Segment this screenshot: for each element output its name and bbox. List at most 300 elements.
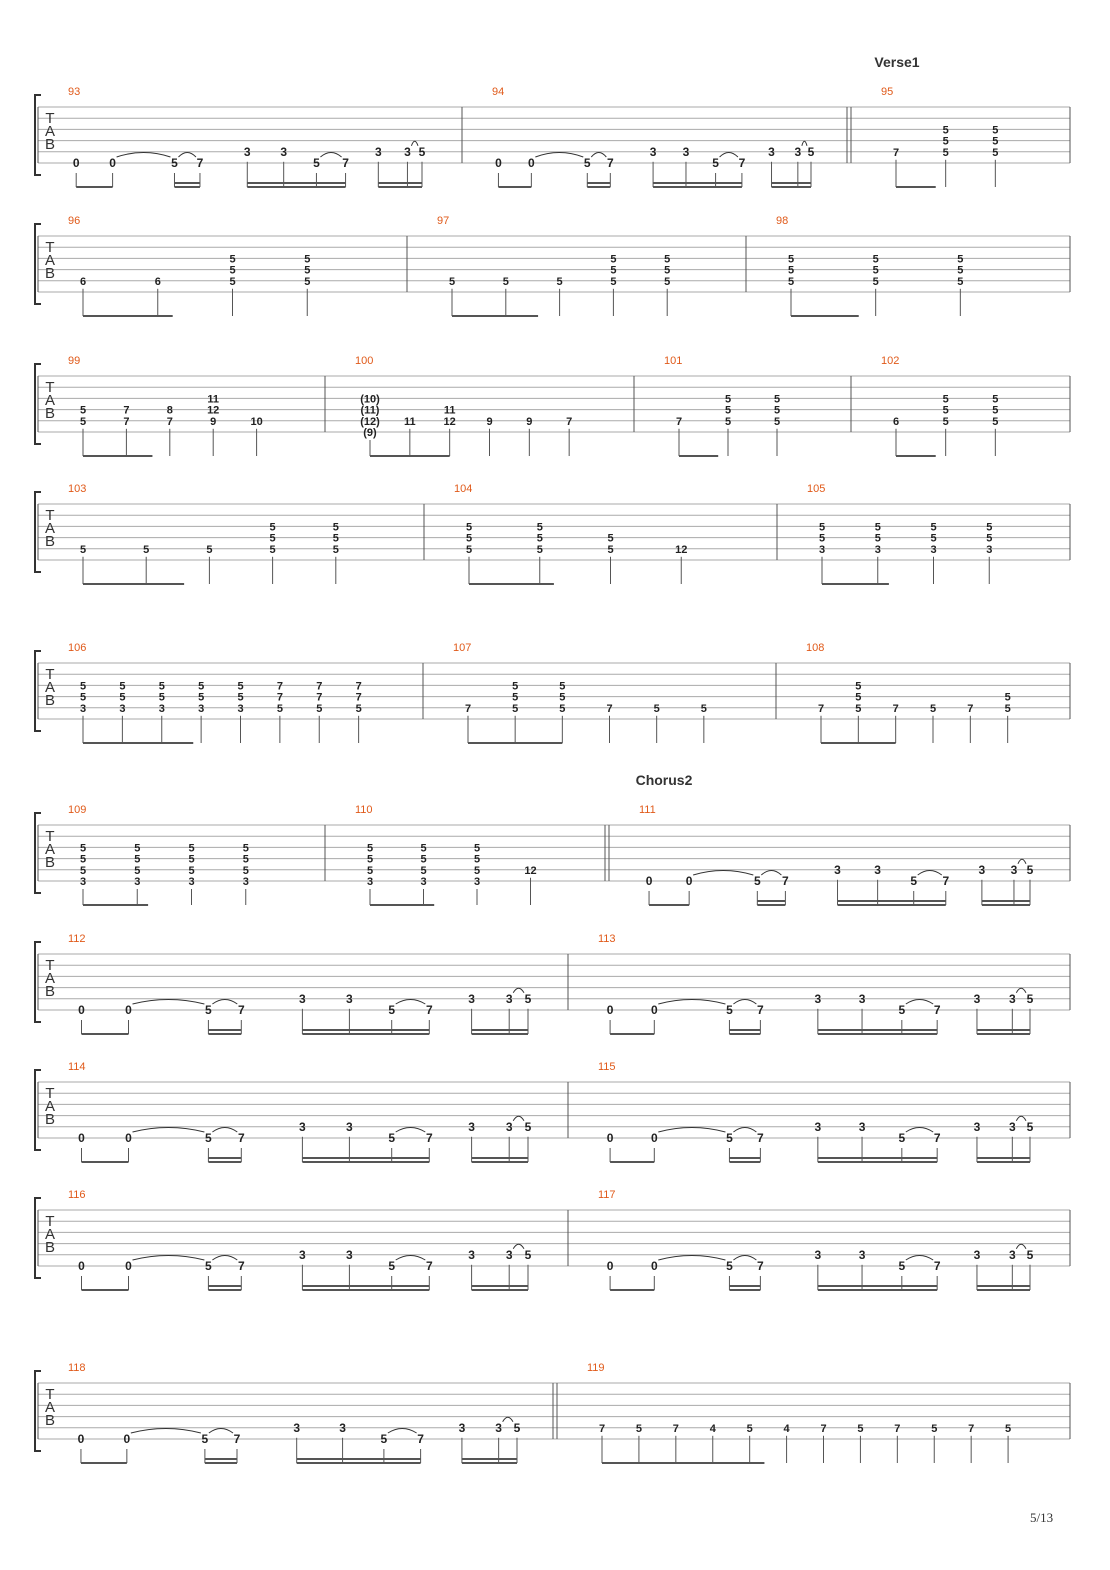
tab-clef-letter: B <box>44 983 56 1001</box>
tab-system <box>35 86 1070 187</box>
tie-arc <box>513 1116 524 1121</box>
tie-arc <box>906 1000 933 1005</box>
tab-clef-letter: T <box>45 1213 55 1231</box>
tab-fret-number: 7 <box>757 1131 764 1145</box>
tab-fret-number: 5 <box>726 1131 733 1145</box>
tab-fret-number: 5 <box>388 1259 396 1273</box>
tab-fret-number: 3 <box>930 543 937 556</box>
tab-fret-number: (11) <box>360 404 380 417</box>
tab-fret-number: 7 <box>738 156 746 170</box>
tab-fret-number: 5 <box>931 1422 938 1435</box>
tab-fret-number: 7 <box>933 1131 941 1145</box>
tab-fret-number: 5 <box>898 1003 906 1017</box>
tab-fret-number: 5 <box>79 404 87 417</box>
tab-fret-number: 3 <box>243 144 251 159</box>
tab-fret-number: 5 <box>473 842 481 855</box>
tab-clef-letter: A <box>44 1399 56 1417</box>
tab-fret-number: 3 <box>973 991 981 1006</box>
tab-system <box>35 933 1070 1034</box>
tab-fret-number: 3 <box>404 144 411 159</box>
tab-clef-letter: B <box>44 1239 56 1257</box>
tab-fret-number: 0 <box>77 1432 85 1446</box>
tab-fret-number: 5 <box>418 144 426 159</box>
tab-fret-number: 5 <box>366 853 374 866</box>
tab-fret-number: 5 <box>229 253 236 266</box>
tab-fret-number: 5 <box>1026 1119 1034 1134</box>
tab-fret-number: 5 <box>512 680 519 693</box>
tab-fret-number: 0 <box>685 874 693 888</box>
tab-fret-number: 7 <box>782 874 789 888</box>
tab-fret-number: 7 <box>464 702 472 715</box>
tab-clef-letter: B <box>44 1412 56 1430</box>
tab-fret-number: 5 <box>158 680 165 693</box>
tab-fret-number: 3 <box>374 144 382 159</box>
measure-number: 104 <box>454 483 473 495</box>
tab-fret-number: 5 <box>874 532 881 545</box>
tab-fret-number: 9 <box>210 415 217 428</box>
tab-fret-number: 5 <box>818 521 826 534</box>
tab-fret-number: 5 <box>610 264 617 277</box>
tab-fret-number: 5 <box>957 253 964 266</box>
measure-number: 107 <box>453 642 472 654</box>
tie-arc <box>178 153 195 158</box>
tab-fret-number: 5 <box>79 842 87 855</box>
tab-fret-number: 0 <box>123 1432 131 1446</box>
tab-fret-number: 7 <box>237 1131 245 1145</box>
tab-fret-number: 3 <box>768 144 775 159</box>
tab-fret-number: 3 <box>505 1119 513 1134</box>
tab-fret-number: 5 <box>420 853 427 866</box>
measure-number: 118 <box>68 1362 86 1374</box>
tab-fret-number: 3 <box>858 1119 866 1134</box>
tab-fret-number: 5 <box>992 135 999 148</box>
tab-fret-number: 7 <box>425 1131 433 1145</box>
tab-fret-number: 5 <box>502 275 509 288</box>
tab-clef-letter: B <box>44 405 56 423</box>
tab-clef-letter: T <box>45 957 55 975</box>
tab-fret-number: 5 <box>872 253 879 266</box>
tie-arc <box>693 871 753 876</box>
measure-number: 97 <box>437 215 450 227</box>
tab-fret-number: 5 <box>473 864 481 877</box>
tab-fret-number: 0 <box>125 1259 132 1273</box>
tab-fret-number: 7 <box>933 1259 941 1273</box>
tab-fret-number: 5 <box>188 864 195 877</box>
tab-fret-number: 5 <box>524 1247 532 1262</box>
tie-arc <box>209 1429 233 1434</box>
tab-fret-number: 5 <box>942 146 949 159</box>
measure-number: 115 <box>598 1061 616 1073</box>
tie-arc <box>411 141 418 146</box>
tab-fret-number: 5 <box>536 532 543 545</box>
tab-clef-letter: A <box>44 841 56 859</box>
tab-fret-number: 5 <box>607 532 614 545</box>
tab-fret-number: 5 <box>942 135 949 148</box>
tab-fret-number: 7 <box>316 691 323 704</box>
tab-fret-number: 7 <box>123 404 130 417</box>
tab-clef-letter: A <box>44 1098 56 1116</box>
tab-fret-number: 7 <box>817 702 825 715</box>
tab-fret-number: 3 <box>834 862 841 877</box>
tab-fret-number: 9 <box>486 415 493 428</box>
tab-fret-number: 12 <box>675 543 688 556</box>
tab-clef-letter: B <box>44 265 56 283</box>
tab-fret-number: 3 <box>299 1119 306 1134</box>
tab-fret-number: 5 <box>79 691 87 704</box>
tie-arc <box>658 1128 725 1133</box>
tab-fret-number: 7 <box>672 1422 679 1435</box>
tie-arc <box>1018 859 1026 864</box>
tab-fret-number: 5 <box>79 680 87 693</box>
tab-fret-number: 5 <box>513 1420 521 1435</box>
tab-fret-number: 0 <box>650 1259 658 1273</box>
tab-fret-number: 7 <box>968 1422 975 1435</box>
tie-arc <box>212 1256 237 1261</box>
tab-fret-number: 3 <box>649 144 657 159</box>
tab-fret-number: 5 <box>724 404 732 417</box>
measure-number: 100 <box>355 355 374 367</box>
tab-fret-number: 5 <box>276 702 283 715</box>
tab-clef-letter: A <box>44 123 56 141</box>
tab-fret-number: 5 <box>465 543 473 556</box>
tie-arc <box>802 141 807 146</box>
tab-fret-number: 5 <box>229 275 236 288</box>
tab-fret-number: 5 <box>134 853 141 866</box>
tab-fret-number: 5 <box>855 680 862 693</box>
tab-fret-number: 5 <box>957 275 964 288</box>
tab-fret-number: 11 <box>443 404 456 417</box>
tab-fret-number: 3 <box>339 1420 346 1435</box>
tab-fret-number: 5 <box>524 991 532 1006</box>
measure-number: 95 <box>881 86 894 98</box>
tab-fret-number: 5 <box>942 124 949 137</box>
tie-arc <box>535 153 583 158</box>
tab-fret-number: 5 <box>304 253 311 266</box>
tab-fret-number: 5 <box>559 680 566 693</box>
tab-fret-number: 11 <box>404 415 416 428</box>
tab-fret-number: 5 <box>242 842 249 855</box>
tab-fret-number: 5 <box>304 264 311 277</box>
tab-fret-number: 7 <box>566 415 573 428</box>
tie-arc <box>591 153 606 158</box>
tie-arc <box>513 988 524 993</box>
tab-fret-number: 5 <box>787 253 795 266</box>
tab-fret-number: 6 <box>154 275 161 288</box>
tab-fret-number: 5 <box>1026 862 1034 877</box>
measure-number: 102 <box>881 355 900 367</box>
tab-fret-number: 5 <box>188 842 195 855</box>
tab-fret-number: 7 <box>942 874 950 888</box>
tab-fret-number: 5 <box>304 275 311 288</box>
measure-number: 98 <box>776 215 789 227</box>
tab-system <box>35 355 1070 456</box>
tab-fret-number: 3 <box>1008 1247 1016 1262</box>
tab-fret-number: 3 <box>874 862 881 877</box>
tie-arc <box>918 871 942 876</box>
tab-fret-number: 5 <box>134 864 141 877</box>
tab-fret-number: 5 <box>79 415 87 428</box>
tab-fret-number: 8 <box>166 404 173 417</box>
tab-fret-number: 5 <box>198 691 205 704</box>
tab-fret-number: 3 <box>978 862 986 877</box>
measure-number: 94 <box>492 86 505 98</box>
tie-arc <box>733 1256 756 1261</box>
tab-fret-number: 5 <box>700 702 707 715</box>
tie-arc <box>1016 988 1026 993</box>
tab-fret-number: 0 <box>78 1259 85 1273</box>
tab-fret-number: 0 <box>72 156 80 170</box>
tab-clef-letter: B <box>44 854 56 872</box>
tie-arc <box>396 1256 426 1261</box>
tab-fret-number: 0 <box>650 1131 658 1145</box>
tab-clef-letter: B <box>44 533 56 551</box>
tie-arc <box>396 1000 426 1005</box>
tab-fret-number: 3 <box>299 991 306 1006</box>
tab-fret-number: 0 <box>606 1259 614 1273</box>
tab-clef-letter: A <box>44 1226 56 1244</box>
tab-fret-number: 3 <box>158 702 165 715</box>
tab-fret-number: (10) <box>360 393 380 406</box>
tab-fret-number: 7 <box>967 702 974 715</box>
measure-number: 117 <box>598 1189 616 1201</box>
tab-fret-number: 3 <box>495 1420 502 1435</box>
tab-fret-number: 5 <box>635 1422 642 1435</box>
tab-fret-number: 0 <box>495 156 502 170</box>
tab-fret-number: 5 <box>313 156 320 170</box>
tab-fret-number: 7 <box>894 1422 901 1435</box>
tab-fret-number: 5 <box>79 543 87 556</box>
tab-fret-number: 7 <box>892 146 900 159</box>
measure-number: 93 <box>68 86 81 98</box>
tab-fret-number: 0 <box>606 1131 614 1145</box>
tab-fret-number: 7 <box>757 1259 764 1273</box>
tab-fret-number: 3 <box>1008 1119 1016 1134</box>
tab-fret-number: 5 <box>524 1119 532 1134</box>
tab-fret-number: 0 <box>125 1003 132 1017</box>
tab-fret-number: 7 <box>757 1003 764 1017</box>
tab-fret-number: 3 <box>79 702 87 715</box>
tab-fret-number: 5 <box>269 521 276 534</box>
section-label: Verse1 <box>874 54 920 70</box>
tab-fret-number: 3 <box>420 876 427 888</box>
tab-fret-number: 5 <box>930 532 937 545</box>
tab-fret-number: 6 <box>892 415 900 428</box>
tab-fret-number: 11 <box>207 393 220 406</box>
tab-fret-number: 7 <box>598 1422 606 1435</box>
tab-fret-number: 5 <box>942 404 949 417</box>
tab-fret-number: 5 <box>929 702 937 715</box>
tab-fret-number: 5 <box>773 393 781 406</box>
tab-fret-number: 7 <box>425 1003 433 1017</box>
tab-fret-number: 3 <box>134 876 141 888</box>
tab-fret-number: 3 <box>346 1247 353 1262</box>
tab-fret-number: 5 <box>807 144 815 159</box>
tab-fret-number: 5 <box>610 275 617 288</box>
tab-fret-number: 3 <box>458 1420 466 1435</box>
tab-fret-number: 5 <box>855 702 862 715</box>
tab-fret-number: 7 <box>355 691 362 704</box>
tab-fret-number: 12 <box>207 404 220 417</box>
tab-fret-number: 5 <box>332 543 339 556</box>
tie-arc <box>133 1128 205 1133</box>
tab-fret-number: 3 <box>468 991 475 1006</box>
tab-fret-number: 3 <box>468 1247 475 1262</box>
tab-system <box>35 483 1070 584</box>
tab-clef-letter: T <box>45 379 55 397</box>
tab-fret-number: 5 <box>992 124 999 137</box>
tab-fret-number: 5 <box>119 691 126 704</box>
tab-fret-number: 3 <box>1008 991 1016 1006</box>
tab-fret-number: 3 <box>814 1247 822 1262</box>
tab-fret-number: 5 <box>712 156 719 170</box>
tab-fret-number: 0 <box>650 1003 658 1017</box>
tab-fret-number: 5 <box>872 264 879 277</box>
tab-fret-number: 5 <box>205 1259 212 1273</box>
measure-number: 111 <box>639 804 656 816</box>
tab-fret-number: 7 <box>276 691 283 704</box>
tab-fret-number: 5 <box>205 1003 212 1017</box>
tie-arc <box>212 1128 237 1133</box>
tab-fret-number: 7 <box>606 702 613 715</box>
tab-fret-number: 5 <box>872 275 879 288</box>
tie-arc <box>320 153 341 158</box>
tab-fret-number: 5 <box>536 543 543 556</box>
tab-fret-number: 7 <box>237 1003 245 1017</box>
tab-fret-number: 7 <box>233 1432 241 1446</box>
tab-fret-number: 5 <box>607 543 614 556</box>
tab-fret-number: 7 <box>417 1432 424 1446</box>
tab-clef-letter: T <box>45 110 55 128</box>
tab-fret-number: 5 <box>158 691 165 704</box>
tab-fret-number: 0 <box>606 1003 614 1017</box>
tab-fret-number: 5 <box>237 680 244 693</box>
measure-number: 103 <box>68 483 87 495</box>
tab-fret-number: 5 <box>198 680 205 693</box>
tab-fret-number: 5 <box>1026 991 1034 1006</box>
tab-fret-number: 5 <box>787 264 795 277</box>
tab-fret-number: 12 <box>524 864 537 877</box>
tab-fret-number: 5 <box>366 842 374 855</box>
tab-fret-number: 5 <box>316 702 323 715</box>
tab-fret-number: 5 <box>229 264 236 277</box>
tab-fret-number: 3 <box>814 1119 822 1134</box>
tab-fret-number: 5 <box>898 1259 906 1273</box>
tab-fret-number: 5 <box>242 864 249 877</box>
tie-arc <box>906 1128 933 1133</box>
tie-arc <box>1016 1116 1026 1121</box>
tab-fret-number: 4 <box>783 1422 790 1435</box>
tab-fret-number: 5 <box>171 156 178 170</box>
tie-arc <box>117 153 171 158</box>
measure-number: 116 <box>68 1189 86 1201</box>
tab-fret-number: 7 <box>355 680 362 693</box>
tab-system <box>35 1362 1070 1463</box>
measure-number: 112 <box>68 933 86 945</box>
tab-fret-number: 5 <box>465 521 473 534</box>
tab-fret-number: 5 <box>957 264 964 277</box>
tab-fret-number: 5 <box>992 415 999 428</box>
tab-fret-number: 7 <box>675 415 683 428</box>
measure-number: 119 <box>587 1362 605 1374</box>
tab-system <box>35 804 1070 905</box>
tie-arc <box>658 1000 725 1005</box>
tab-fret-number: 0 <box>645 874 653 888</box>
tab-fret-number: (9) <box>363 427 377 439</box>
tab-fret-number: 3 <box>346 991 353 1006</box>
tab-fret-number: 5 <box>1004 691 1011 704</box>
tab-fret-number: 5 <box>420 842 427 855</box>
tab-fret-number: 5 <box>512 702 519 715</box>
tab-fret-number: 3 <box>505 1247 513 1262</box>
tab-fret-number: 5 <box>930 521 937 534</box>
tie-arc <box>658 1256 725 1261</box>
tab-fret-number: 7 <box>892 702 899 715</box>
tab-clef-letter: A <box>44 252 56 270</box>
tab-fret-number: 5 <box>874 521 881 534</box>
tab-fret-number: 7 <box>820 1422 827 1435</box>
tab-fret-number: 5 <box>664 253 671 266</box>
tab-fret-number: 10 <box>250 415 263 428</box>
tab-fret-number: 0 <box>78 1131 85 1145</box>
tab-fret-number: 5 <box>332 532 339 545</box>
tie-arc <box>133 1000 205 1005</box>
tab-fret-number: 5 <box>556 275 563 288</box>
tab-fret-number: 5 <box>79 864 87 877</box>
tab-fret-number: 5 <box>512 691 519 704</box>
tab-fret-number: 3 <box>814 991 822 1006</box>
tab-fret-number: 0 <box>78 1003 85 1017</box>
tab-fret-number: 5 <box>583 156 591 170</box>
tab-fret-number: 5 <box>1026 1247 1034 1262</box>
tab-fret-number: 3 <box>682 144 690 159</box>
tab-fret-number: 4 <box>709 1422 716 1435</box>
tab-fret-number: 5 <box>1005 1422 1012 1435</box>
tab-clef-letter: T <box>45 1386 55 1404</box>
tab-fret-number: 5 <box>992 393 999 406</box>
tab-fret-number: 5 <box>898 1131 906 1145</box>
tab-fret-number: 0 <box>528 156 535 170</box>
tab-fret-number: 7 <box>196 156 204 170</box>
tab-fret-number: 5 <box>610 253 617 266</box>
tab-fret-number: 3 <box>1010 862 1018 877</box>
tab-fret-number: 5 <box>773 415 781 428</box>
tab-fret-number: 5 <box>942 393 949 406</box>
measure-number: 101 <box>664 355 683 367</box>
tab-fret-number: 5 <box>818 532 826 545</box>
tab-fret-number: 5 <box>653 702 660 715</box>
tab-fret-number: 3 <box>973 1119 981 1134</box>
tab-fret-number: 5 <box>206 543 213 556</box>
tie-arc <box>388 1429 417 1434</box>
measure-number: 109 <box>68 804 87 816</box>
tab-fret-number: 3 <box>188 876 195 888</box>
tab-fret-number: 5 <box>332 521 339 534</box>
tab-fret-number: 3 <box>818 543 826 556</box>
tab-fret-number: 5 <box>992 146 999 159</box>
tab-fret-number: 5 <box>201 1432 209 1446</box>
tab-fret-number: 3 <box>293 1420 301 1435</box>
measure-number: 114 <box>68 1061 86 1073</box>
tab-system <box>35 642 1070 743</box>
tab-fret-number: 5 <box>753 874 761 888</box>
tab-fret-number: 3 <box>299 1247 306 1262</box>
tab-fret-number: 5 <box>473 853 481 866</box>
tab-fret-number: 5 <box>269 532 276 545</box>
tab-fret-number: 3 <box>874 543 881 556</box>
tab-fret-number: 0 <box>125 1131 132 1145</box>
tab-fret-number: 3 <box>366 876 374 888</box>
tab-fret-number: 5 <box>857 1422 864 1435</box>
